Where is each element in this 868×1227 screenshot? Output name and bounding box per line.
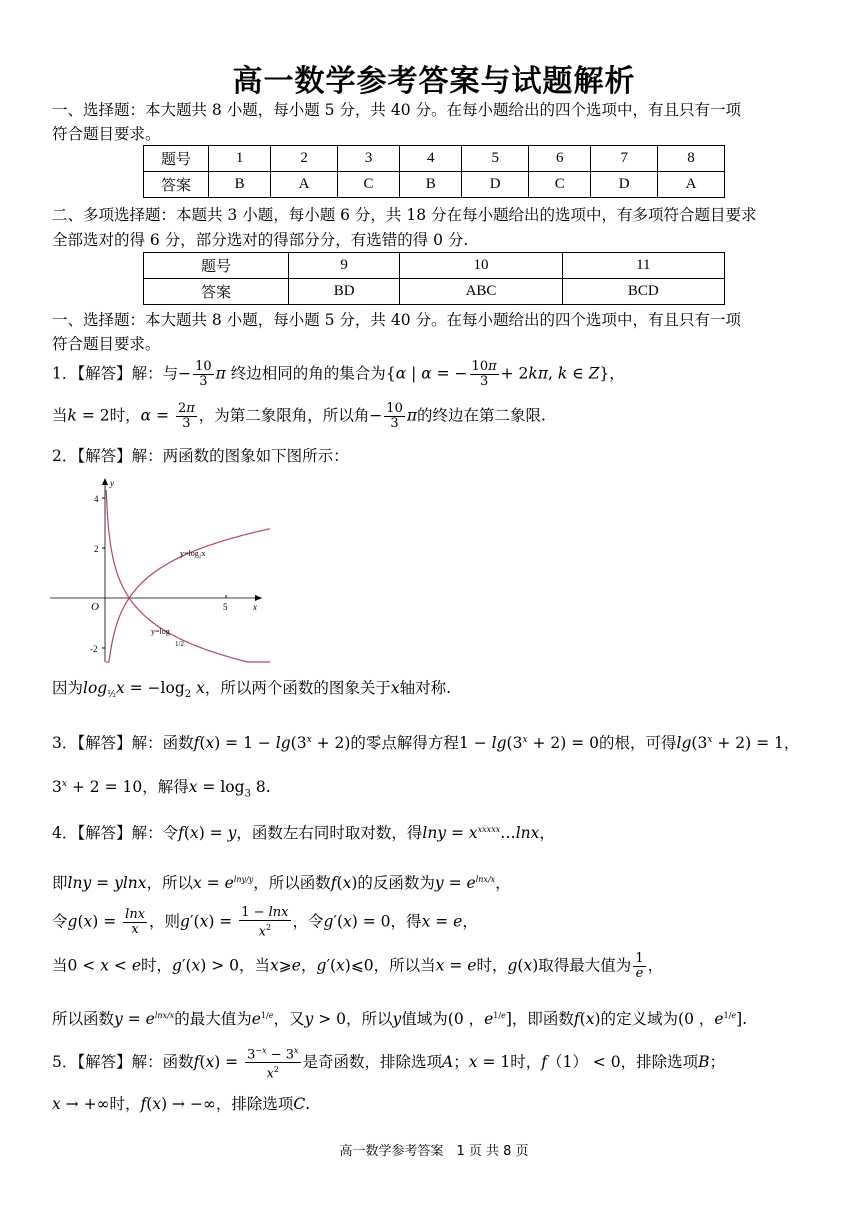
text: ，即函数	[511, 1010, 574, 1029]
x-tick-5: 5	[223, 602, 228, 612]
q2-line1: 2．【解答】解：两函数的图象如下图所示：	[52, 447, 349, 465]
log2-curve	[106, 520, 270, 662]
table-cell: 8	[658, 146, 725, 172]
table-cell: 11	[562, 253, 724, 279]
text: 时，	[109, 1095, 141, 1113]
table-cell: 题号	[144, 253, 289, 279]
text: 终边相同的角的集合为	[230, 364, 386, 383]
origin-label: O	[91, 601, 99, 613]
table-row	[144, 279, 725, 305]
log-half-base: 1/2	[175, 640, 184, 648]
table-row	[144, 146, 725, 172]
table-cell: 题号	[144, 146, 209, 172]
text: ，	[539, 824, 555, 843]
log-half-curve	[106, 490, 270, 662]
page-footer: 高一数学参考答案 1 页 共 8 页	[339, 1144, 529, 1159]
q2-line2: 因为$\log_{\frac{1}{2}}x = -\log_2$ x，所以两个函数的图象关于x轴对称.	[52, 679, 452, 701]
q4-line5: 所以函数$y = e^{lnx/x}$的最大值为$e^{1/e}$，又y > 0，所以y值域为(0 ，$e^{1/e}$]，即函数f(x)的定义域为(0 ，$e^{1/e}$].	[52, 1010, 748, 1029]
text: 令	[52, 912, 68, 931]
q4-line1: 4．【解答】解：令f(x) = y，函数左右同时取对数，得$\ln y = x^{xxxxx}\dots\ln x$，	[52, 824, 555, 843]
text: ，所以函数	[253, 874, 331, 893]
text: 轴对称.	[399, 679, 452, 697]
text: ，解得	[142, 778, 189, 797]
table-cell: D	[591, 172, 658, 198]
q1-line1: 1．【解答】解：与− $\frac{10}{3}$ π 终边相同的角的集合为{α | α = − $\frac{10\pi}{3}$ + 2kπ, k ∈ Z}，	[52, 359, 625, 389]
table-cell: B	[400, 172, 462, 198]
table-cell: 5	[462, 146, 529, 172]
x-axis-label: x	[253, 602, 257, 612]
text: ，	[462, 912, 478, 931]
text: ，又	[273, 1010, 305, 1029]
text: ；	[453, 1052, 469, 1071]
text: 的零点解得方程	[350, 734, 459, 753]
section3-heading-line1: 一、选择题：本大题共 8 小题，每小题 5 分，共 40 分。在每小题给出的四个选项中，有且只有一项	[52, 311, 742, 329]
text: ，为第二象限角，所以角	[198, 406, 370, 425]
table-cell: 答案	[144, 279, 289, 305]
q5-line1: 5．【解答】解：函数f(x) = $\frac{3^{-x} - 3^x}{x^2}$ 是奇函数，排除选项A；x = 1时，f（1） < 0，排除选项B；	[52, 1046, 725, 1082]
text: ，则	[149, 912, 181, 931]
text: ，	[495, 874, 511, 893]
table-cell: 4	[400, 146, 462, 172]
page-title: 高一数学参考答案与试题解析	[232, 64, 636, 99]
text: ，排除选项	[620, 1052, 699, 1071]
q4-line4: 当0 < x < e时，g′(x) > 0，当x⩾e，g′(x)⩽0，所以当x = e时，g(x)取得最大值为 $\frac{1}{e}$ ，	[52, 951, 664, 981]
q1-line2: 当k = 2时，α = $\frac{2\pi}{3}$ ，为第二象限角，所以角− $\frac{10}{3}$ π的终边在第二象限.	[52, 401, 546, 431]
text: 3．【解答】解：函数	[52, 734, 194, 753]
table-cell: 9	[289, 253, 400, 279]
q3-line2: $3^x + 2 = 10$，解得$x = \log_3 8$.	[52, 778, 271, 800]
section1-heading-line1: 一、选择题：本大题共 8 小题，每小题 5 分，共 40 分。在每小题给出的四个选项中，有且只有一项	[52, 101, 742, 119]
text: .	[742, 1010, 748, 1029]
table-cell: 10	[400, 253, 562, 279]
table-row	[144, 172, 725, 198]
text: ，令	[292, 912, 324, 931]
text: 是奇函数，排除选项	[302, 1052, 443, 1071]
y-tick-2: 2	[94, 544, 99, 554]
log-graph	[50, 474, 270, 664]
text: ，	[647, 956, 664, 975]
table-cell: C	[337, 172, 399, 198]
table-cell: ABC	[400, 279, 562, 305]
table-cell: 2	[271, 146, 338, 172]
text: 5．【解答】解：函数	[52, 1052, 194, 1071]
q5-line2: x → +∞时，f(x) → −∞，排除选项C.	[52, 1095, 311, 1113]
text: ，排除选项	[215, 1095, 294, 1113]
y-tick-neg2: -2	[90, 644, 98, 654]
table-cell: 答案	[144, 172, 209, 198]
text: 取得最大值为	[538, 956, 632, 975]
table-cell: 3	[337, 146, 399, 172]
table-cell: 7	[591, 146, 658, 172]
text: ，所以当	[373, 956, 436, 975]
log2-label: y=log₂x	[180, 549, 206, 558]
text: 当	[52, 956, 68, 975]
mc-answer-table	[143, 145, 725, 198]
section3-heading-line2: 符合题目要求。	[52, 335, 161, 353]
text: 所以函数	[52, 1010, 115, 1029]
text: 1．【解答】解：与	[52, 364, 179, 383]
section2-heading-line2: 全部选对的得 6 分，部分选对的得部分分，有选错的得 0 分.	[52, 231, 469, 249]
text: 当	[52, 406, 68, 425]
text: ，	[300, 956, 317, 975]
text: 的根，可得	[598, 734, 677, 753]
text: ，所以两个函数的图象关于	[204, 679, 391, 697]
table-cell: BD	[289, 279, 400, 305]
table-cell: C	[529, 172, 591, 198]
multi-answer-table	[143, 252, 725, 305]
text: 因为	[52, 679, 84, 697]
table-cell: B	[209, 172, 271, 198]
text: 的最大值为	[174, 1010, 252, 1029]
text: .	[265, 778, 271, 797]
text: 即	[52, 874, 68, 893]
text: 的反函数为	[357, 874, 435, 893]
text: 4．【解答】解：令	[52, 824, 179, 843]
text: ，当	[239, 956, 271, 975]
q4-line3: 令g(x) = $\frac{\ln x}{x}$ ，则g′(x) = $\frac{1 - \ln x}{x^2}$ ，令g′(x) = 0，得x = e，	[52, 905, 478, 940]
text: （1）	[546, 1052, 588, 1071]
table-cell: A	[658, 172, 725, 198]
text: ，函数左右同时取对数，得	[236, 824, 423, 843]
q3-line1: 3．【解答】解：函数$f(x) = 1 - \lg(3^x + 2)$的零点解得方程$1 - \lg(3^x + 2) = 0$的根，可得$\lg(3^x + 2) = 1$，	[52, 734, 800, 753]
text: ，得	[390, 912, 422, 931]
text: 时，	[141, 956, 173, 975]
text: 时，	[109, 406, 141, 425]
section2-heading-line1: 二、多项选择题：本题共 3 小题，每小题 6 分，共 18 分在每小题给出的选项中，有多项符合题目要求	[52, 206, 757, 224]
q4-line2: 即lny = ylnx，所以$x = e^{lny/y}$，所以函数f(x)的反函数为$y = e^{lnx/x}$，	[52, 874, 511, 893]
text: ，所以	[345, 1010, 393, 1029]
text: ；	[709, 1052, 725, 1071]
table-row	[144, 253, 725, 279]
table-cell: 1	[209, 146, 271, 172]
text: 时，	[476, 956, 508, 975]
text: 值域为	[401, 1010, 448, 1029]
table-cell: A	[271, 172, 338, 198]
text: 时，	[510, 1052, 542, 1071]
text: 的定义域为	[600, 1010, 679, 1029]
text: .	[305, 1095, 311, 1113]
table-cell: BCD	[562, 279, 724, 305]
text: ，	[783, 734, 800, 753]
table-cell: D	[462, 172, 529, 198]
y-tick-4: 4	[94, 494, 99, 504]
section1-heading-line2: 符合题目要求。	[52, 125, 161, 143]
text: ，所以	[146, 874, 194, 893]
y-axis-label: y	[110, 478, 114, 488]
text: ，	[609, 364, 625, 383]
log-half-label: y=log	[151, 627, 170, 636]
text: 的终边在第二象限.	[417, 406, 546, 425]
table-cell: 6	[529, 146, 591, 172]
